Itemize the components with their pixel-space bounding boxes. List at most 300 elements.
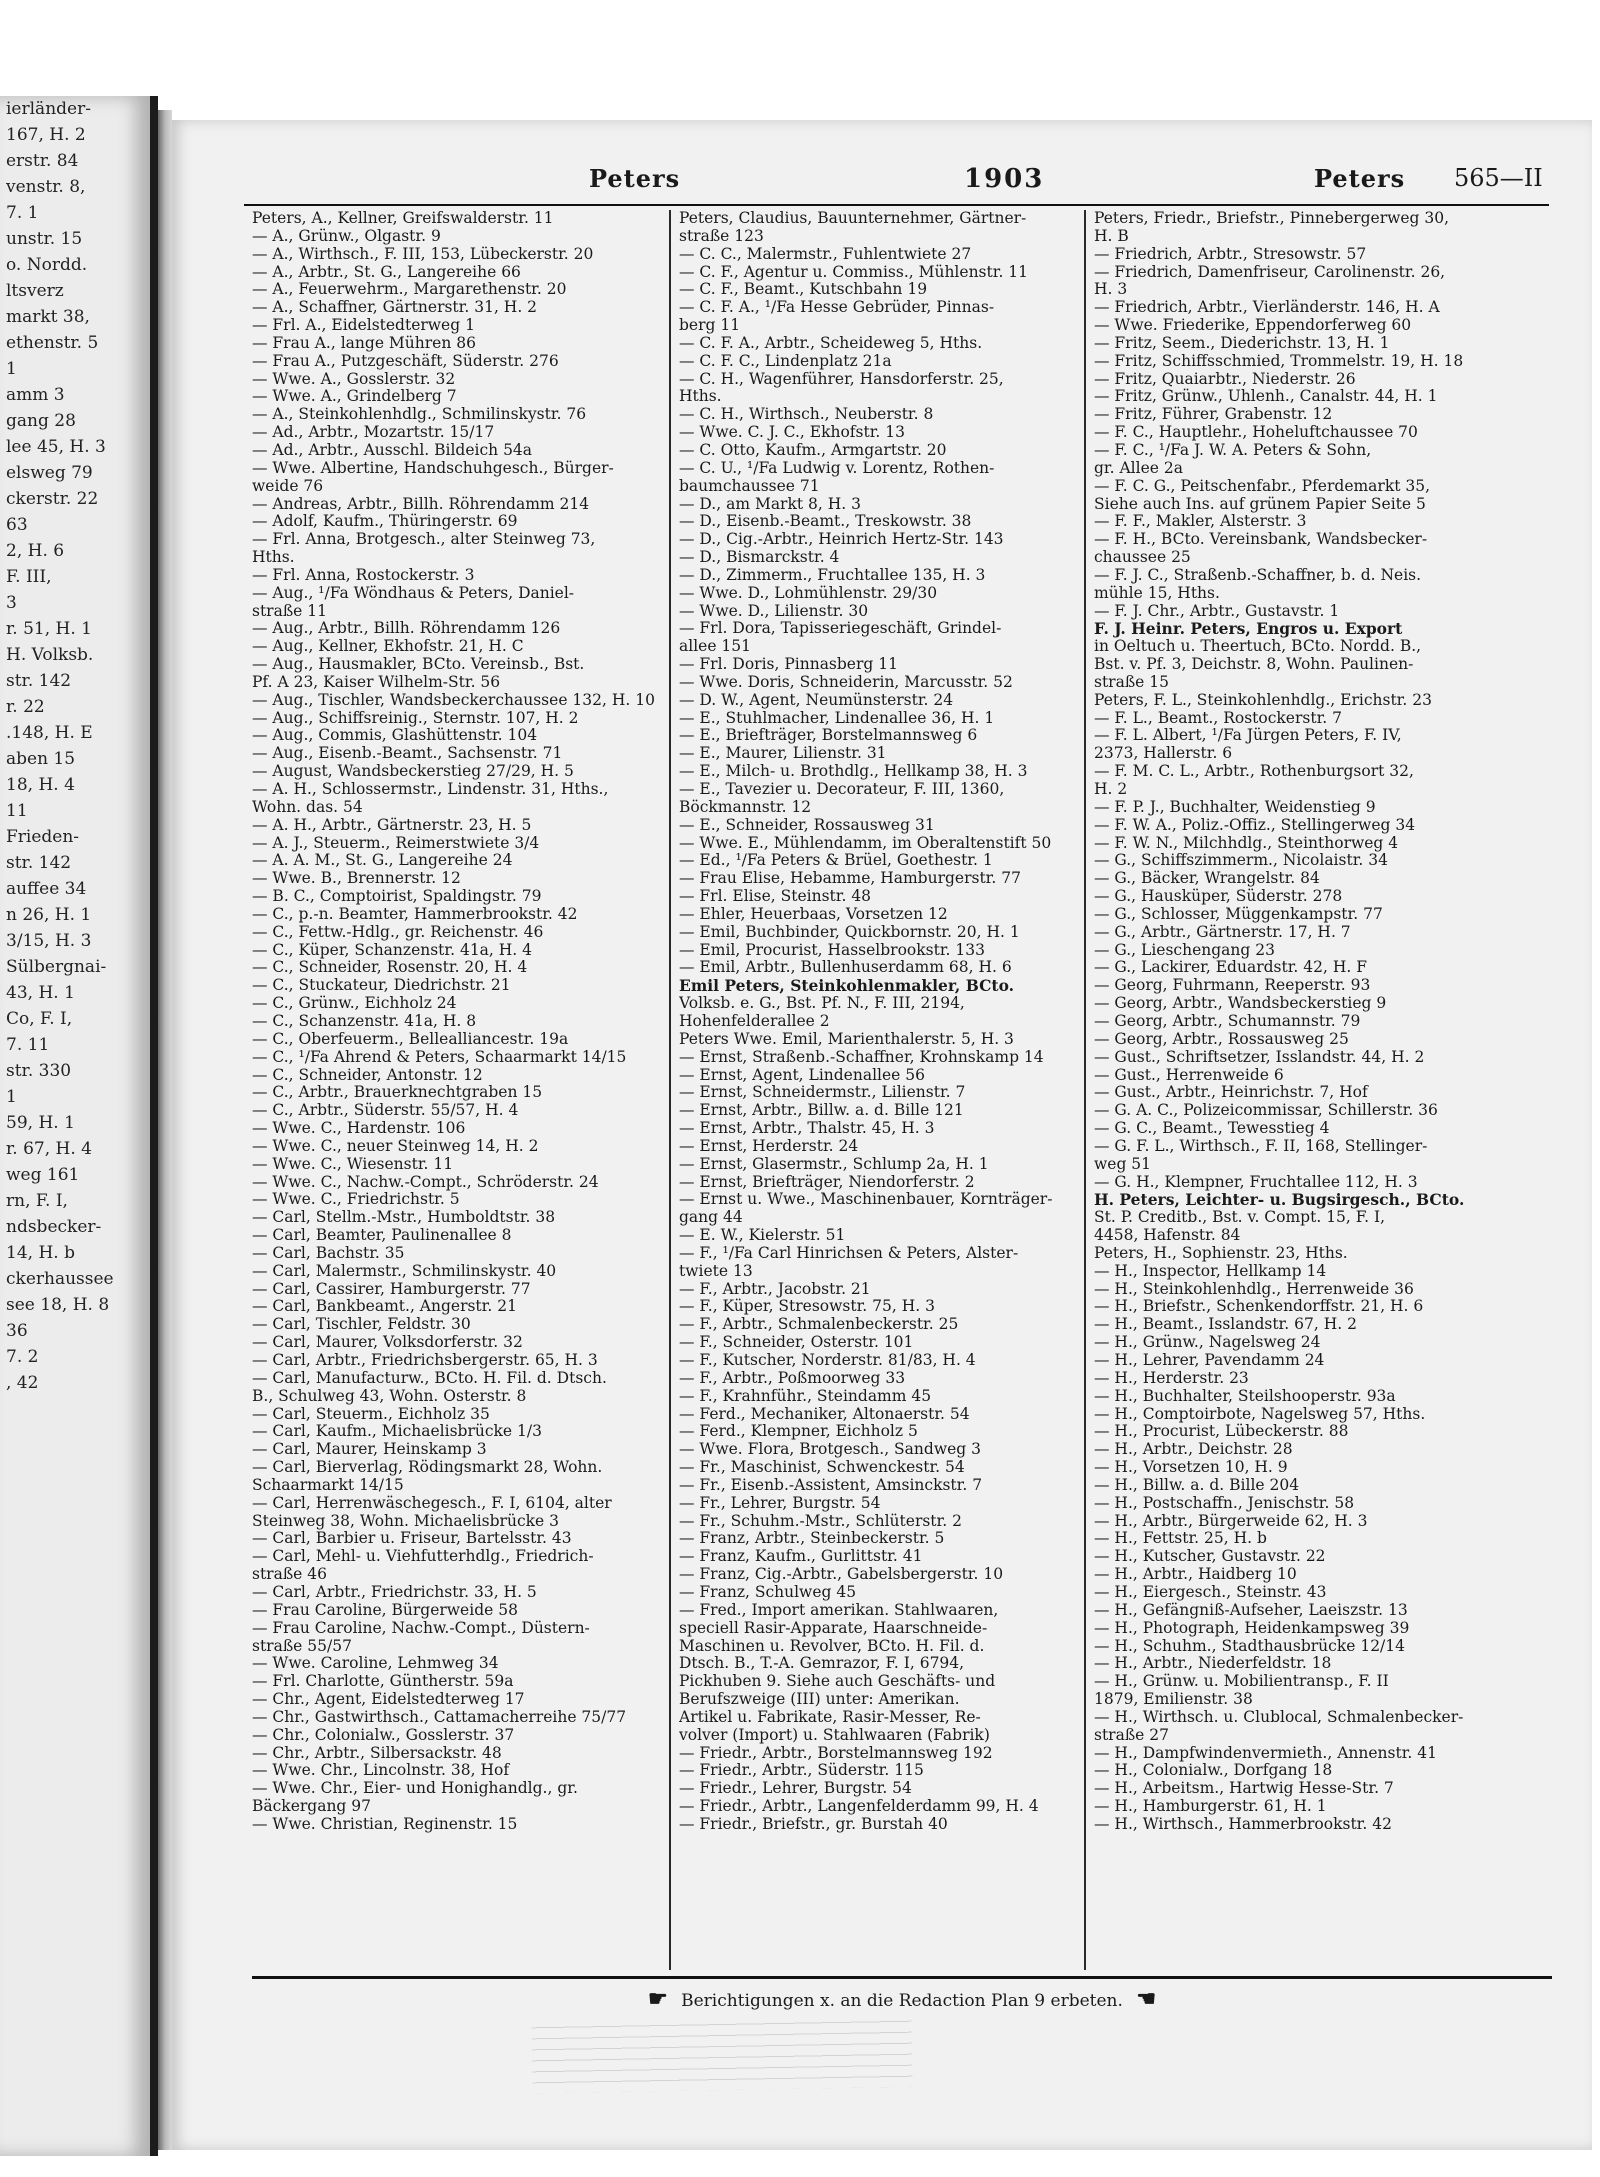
directory-entry: — E., Maurer, Lilienstr. 31 [679,745,887,763]
previous-page-line: str. 330 [6,1061,72,1081]
directory-entry: — G. C., Beamt., Tewesstieg 4 [1094,1120,1330,1138]
directory-entry: — Wwe. Friederike, Eppendorferweg 60 [1094,317,1412,335]
directory-entry: — H., Arbtr., Bürgerweide 62, H. 3 [1094,1512,1368,1530]
directory-entry: — D. W., Agent, Neumünsterstr. 24 [679,691,954,709]
directory-entry: — C. F. C., Lindenplatz 21a [679,352,892,370]
directory-entry: — Carl, Kaufm., Michaelisbrücke 1/3 [252,1423,542,1441]
directory-entry: — D., Cig.-Arbtr., Heinrich Hertz-Str. 143 [679,531,1004,549]
directory-entry: — C. F. A., Arbtr., Scheideweg 5, Hths. [679,334,983,352]
directory-entry: — H., Schuhm., Stadthausbrücke 12/14 [1094,1637,1406,1655]
directory-entry: — E., Tavezier u. Decorateur, F. III, 1360, [679,781,1005,798]
directory-entry: — H., Arbtr., Haidberg 10 [1094,1566,1297,1584]
directory-entry: allee 151 [679,638,752,656]
directory-entry: — G., Schiffszimmerm., Nicolaistr. 34 [1094,852,1388,870]
directory-entry: — H., Arbeitsm., Hartwig Hesse-Str. 7 [1094,1780,1394,1798]
directory-entry: — F. C. G., Peitschenfabr., Pferdemarkt 35, [1094,477,1431,495]
directory-entry: — C., Stuckateur, Diedrichstr. 21 [252,977,511,995]
directory-entry: — C. F. A., ¹/Fa Hesse Gebrüder, Pinnas- [679,299,995,317]
directory-entry: — Frl. A., Eidelstedterweg 1 [252,317,475,335]
directory-entry: — Ernst u. Wwe., Maschinenbauer, Kornträger- [679,1191,1053,1209]
directory-entry: — F. C., ¹/Fa J. W. A. Peters & Sohn, [1094,441,1372,459]
directory-entry: — Carl, Maurer, Volksdorferstr. 32 [252,1334,523,1352]
directory-entry: — Ernst, Arbtr., Thalstr. 45, H. 3 [679,1120,935,1138]
directory-entry: — E., Milch- u. Brothdlg., Hellkamp 38, H. 3 [679,763,1028,781]
directory-entry: H. 3 [1094,281,1128,299]
header-right-keyword: Peters [1314,164,1406,193]
directory-entry: — F., Kutscher, Norderstr. 81/83, H. 4 [679,1352,976,1369]
directory-entry: — F. W. A., Poliz.-Offiz., Stellingerweg 34 [1094,816,1416,834]
directory-entry: — F., Küper, Stresowstr. 75, H. 3 [679,1298,935,1316]
directory-entry: — H., Dampfwindenvermieth., Annenstr. 41 [1094,1744,1437,1762]
book-spine [158,110,172,2150]
directory-entry: straße 123 [679,227,764,245]
directory-entry: — Georg, Fuhrmann, Reeperstr. 93 [1094,977,1371,995]
directory-entry: — F. M. C. L., Arbtr., Rothenburgsort 32, [1094,763,1414,781]
directory-entry: — Georg, Arbtr., Rossausweg 25 [1094,1030,1349,1048]
directory-entry: — Friedr., Briefstr., gr. Burstah 40 [679,1815,948,1833]
directory-entry: — Aug., Schiffsreinig., Sternstr. 107, H. 2 [252,709,579,727]
directory-entry: 2373, Hallerstr. 6 [1094,745,1233,763]
directory-entry: — Frau A., Putzgeschäft, Süderstr. 276 [252,352,559,370]
directory-entry: — Ernst, Agent, Lindenallee 56 [679,1066,925,1084]
directory-entry: Schaarmarkt 14/15 [252,1476,404,1494]
directory-entry: Artikel u. Fabrikate, Rasir-Messer, Re- [679,1708,981,1726]
previous-page-line: ckerhaussee [6,1269,114,1289]
previous-page-line: ndsbecker- [6,1217,102,1237]
previous-page-line: ethenstr. 5 [6,333,99,353]
directory-entry: — H., Grünw., Nagelsweg 24 [1094,1334,1321,1352]
directory-columns [252,210,1552,1970]
directory-entry: — F., ¹/Fa Carl Hinrichsen & Peters, Alster- [679,1244,1019,1262]
directory-entry: speciell Rasir-Apparate, Haarschneide- [679,1619,988,1637]
directory-entry: — F. H., BCto. Vereinsbank, Wandsbecker- [1094,531,1428,549]
previous-page-line: Frieden- [6,827,80,847]
directory-entry: — Chr., Colonialw., Gosslerstr. 37 [252,1726,515,1744]
directory-entry: — C., Küper, Schanzenstr. 41a, H. 4 [252,941,533,959]
previous-page-line: 18, H. 4 [6,775,75,795]
previous-page-line: 3 [6,593,17,613]
directory-entry: — H., Herderstr. 23 [1094,1369,1249,1387]
directory-entry: Hths. [252,549,295,567]
previous-page-line: F. III, [6,567,52,587]
directory-entry: — A., Schaffner, Gärtnerstr. 31, H. 2 [252,299,538,317]
directory-entry: — C., Schneider, Rosenstr. 20, H. 4 [252,959,528,977]
directory-entry: straße 27 [1094,1726,1170,1744]
directory-entry: — Fritz, Quaiarbtr., Niederstr. 26 [1094,370,1356,388]
directory-entry: — G., Hausküper, Süderstr. 278 [1094,888,1343,906]
directory-entry: — Wwe. Chr., Eier- und Honighandlg., gr. [252,1780,578,1798]
directory-entry: — D., Zimmerm., Fruchtallee 135, H. 3 [679,566,986,584]
directory-entry: — Fritz, Schiffsschmied, Trommelstr. 19, H. 18 [1094,352,1464,370]
directory-entry: — Frl. Charlotte, Güntherstr. 59a [252,1673,514,1691]
directory-entry: Berufszweige (III) unter: Amerikan. [679,1691,960,1709]
directory-entry: — C., Oberfeuerm., Bellealliancestr. 19a [252,1030,569,1048]
directory-entry: — F. W. N., Milchhdlg., Steinthorweg 4 [1094,834,1399,852]
directory-entry: — E., Stuhlmacher, Lindenallee 36, H. 1 [679,709,995,727]
faded-stamp [531,2017,912,2094]
directory-entry: — A. H., Arbtr., Gärtnerstr. 23, H. 5 [252,816,532,834]
directory-entry: — Wwe. C., Hardenstr. 106 [252,1120,466,1138]
directory-entry: — Friedr., Lehrer, Burgstr. 54 [679,1780,912,1798]
directory-entry: — Friedrich, Arbtr., Vierländerstr. 146, H. A [1094,299,1440,317]
directory-entry: — Gust., Schriftsetzer, Isslandstr. 44, H. 2 [1094,1048,1425,1066]
directory-entry: Pickhuben 9. Siehe auch Geschäfts- und [679,1673,996,1691]
directory-entry: — A. J., Steuerm., Reimerstwiete 3/4 [252,834,540,852]
directory-entry: — A., Wirthsch., F. III, 153, Lübeckerstr. 20 [252,245,594,263]
directory-entry: — Chr., Agent, Eidelstedterweg 17 [252,1691,525,1709]
directory-entry: Peters, A., Kellner, Greifswalderstr. 11 [252,210,554,227]
previous-page-line: 63 [6,515,28,535]
directory-entry: — Fritz, Grünw., Uhlenh., Canalstr. 44, H. 1 [1094,388,1438,406]
directory-entry: — Friedr., Arbtr., Langenfelderdamm 99, H. 4 [679,1798,1039,1816]
previous-page-line: r. 51, H. 1 [6,619,92,639]
directory-entry: — Carl, Stellm.-Mstr., Humboldtstr. 38 [252,1209,556,1227]
directory-entry: — Gust., Herrenweide 6 [1094,1066,1284,1084]
directory-entry: — H., Hamburgerstr. 61, H. 1 [1094,1798,1327,1816]
directory-entry: — H., Vorsetzen 10, H. 9 [1094,1459,1288,1477]
directory-entry: — C., Fettw.-Hdlg., gr. Reichenstr. 46 [252,923,544,941]
header-left-keyword: Peters [589,164,681,193]
directory-entry: — H., Wirthsch. u. Clublocal, Schmalenbecker- [1094,1708,1464,1726]
directory-entry: weg 51 [1094,1155,1152,1173]
directory-entry: St. P. Creditb., Bst. v. Compt. 15, F. I, [1094,1209,1386,1227]
directory-entry: Böckmannstr. 12 [679,798,812,816]
directory-entry: — Wwe. E., Mühlendamm, im Oberaltenstift 50 [679,834,1052,852]
directory-entry: Steinweg 38, Wohn. Michaelisbrücke 3 [252,1512,559,1530]
previous-page-line: erstr. 84 [6,151,79,171]
directory-entry: — Wwe. C., neuer Steinweg 14, H. 2 [252,1137,539,1155]
directory-entry: volver (Import) u. Stahlwaaren (Fabrik) [679,1726,990,1744]
directory-entry: F. J. Heinr. Peters, Engros u. Export [1094,620,1403,639]
directory-entry: — Ernst, Glasermstr., Schlump 2a, H. 1 [679,1155,989,1173]
previous-page-line: 36 [6,1321,28,1341]
directory-entry: — Aug., Kellner, Ekhofstr. 21, H. C [252,638,524,656]
directory-entry: — H., Wirthsch., Hammerbrookstr. 42 [1094,1815,1392,1833]
directory-entry: — C. H., Wagenführer, Hansdorferstr. 25, [679,370,1004,388]
previous-page-line: 59, H. 1 [6,1113,75,1133]
directory-entry: — Fritz, Seem., Diederichstr. 13, H. 1 [1094,334,1390,352]
directory-entry: — C. F., Beamt., Kutschbahn 19 [679,281,928,299]
directory-entry: — Carl, Bankbeamt., Angerstr. 21 [252,1298,517,1316]
previous-page-line: markt 38, [6,307,90,327]
directory-entry: — C. Otto, Kaufm., Armgartstr. 20 [679,441,947,459]
previous-page-line: aben 15 [6,749,76,769]
directory-entry: — F. C., Hauptlehr., Hoheluftchaussee 70 [1094,424,1418,442]
previous-page-line: 43, H. 1 [6,983,75,1003]
directory-entry: straße 55/57 [252,1637,352,1655]
directory-entry: — C. C., Malermstr., Fuhlentwiete 27 [679,245,972,263]
directory-entry: — H., Lehrer, Pavendamm 24 [1094,1352,1325,1369]
directory-entry: — C., Arbtr., Süderstr. 55/57, H. 4 [252,1102,519,1120]
directory-entry: — C. F., Agentur u. Commiss., Mühlenstr. 11 [679,263,1029,281]
directory-entry: Peters, Friedr., Briefstr., Pinnebergerweg 30, [1094,210,1450,227]
directory-entry: weide 76 [252,477,324,495]
directory-entry: — Aug., Eisenb.-Beamt., Sachsenstr. 71 [252,745,563,763]
directory-entry: — Franz, Cig.-Arbtr., Gabelsbergerstr. 10 [679,1566,1004,1584]
previous-page-line: 3/15, H. 3 [6,931,92,951]
directory-entry: — H., Briefstr., Schenkendorffstr. 21, H. 6 [1094,1298,1424,1316]
previous-page-line: str. 142 [6,853,72,873]
header-rule [244,204,1549,206]
directory-entry: — Wwe. A., Gosslerstr. 32 [252,370,456,388]
directory-entry: — Carl, Barbier u. Friseur, Bartelsstr. 43 [252,1530,572,1548]
directory-entry: — C., p.-n. Beamter, Hammerbrookstr. 42 [252,905,578,923]
previous-page-line: 14, H. b [6,1243,75,1263]
column-2 [669,210,1081,1970]
column-1 [252,210,662,1970]
directory-entry: Peters, H., Sophienstr. 23, Hths. [1094,1244,1348,1262]
directory-entry: — Ferd., Klempner, Eichholz 5 [679,1423,918,1441]
directory-entry: — D., Bismarckstr. 4 [679,549,840,567]
directory-entry: — F., Arbtr., Poßmoorweg 33 [679,1369,906,1387]
directory-entry: — F. F., Makler, Alsterstr. 3 [1094,513,1307,531]
directory-entry: Siehe auch Ins. auf grünem Papier Seite 5 [1094,495,1426,513]
directory-entry: — F., Schneider, Osterstr. 101 [679,1334,914,1352]
directory-entry: — Carl, Malermstr., Schmilinskystr. 40 [252,1262,557,1280]
directory-entry: — Wwe. Albertine, Handschuhgesch., Bürger- [252,459,614,477]
directory-entry: — Wwe. D., Lilienstr. 30 [679,602,869,620]
directory-entry: — Friedr., Arbtr., Borstelmannsweg 192 [679,1744,993,1762]
previous-page-line: H. Volksb. [6,645,94,665]
directory-entry: — Carl, Bierverlag, Rödingsmarkt 28, Wohn. [252,1459,603,1477]
directory-entry: — Friedr., Arbtr., Süderstr. 115 [679,1762,924,1780]
directory-entry: — Friedrich, Damenfriseur, Carolinenstr. 26, [1094,263,1446,281]
directory-entry: — E., Schneider, Rossausweg 31 [679,816,935,834]
directory-entry: — Wwe. C., Wiesenstr. 11 [252,1155,454,1173]
directory-entry: — Carl, Steuerm., Eichholz 35 [252,1405,490,1423]
directory-entry: — Emil, Procurist, Hasselbrookstr. 133 [679,941,985,959]
directory-entry: — H., Gefängniß-Aufseher, Laeiszstr. 13 [1094,1601,1408,1619]
page-footer [252,1986,1552,2012]
previous-page-line: o. Nordd. [6,255,88,275]
directory-entry: — Ernst, Schneidermstr., Lilienstr. 7 [679,1084,966,1102]
directory-entry: — G. A. C., Polizeicommissar, Schillerstr. 36 [1094,1102,1438,1120]
directory-entry: — Ed., ¹/Fa Peters & Brüel, Goethestr. 1 [679,852,993,870]
directory-entry: 1879, Emilienstr. 38 [1094,1691,1253,1709]
directory-entry: — Friedrich, Arbtr., Stresowstr. 57 [1094,245,1367,263]
directory-entry: — Ernst, Straßenb.-Schaffner, Krohnskamp 14 [679,1048,1044,1066]
directory-entry: — C., Grünw., Eichholz 24 [252,995,457,1013]
directory-entry: — C. U., ¹/Fa Ludwig v. Lorentz, Rothen- [679,459,995,477]
previous-page-line: unstr. 15 [6,229,83,249]
directory-page [172,120,1592,2150]
directory-entry: — E. W., Kielerstr. 51 [679,1227,846,1245]
directory-entry: straße 11 [252,602,328,620]
directory-entry: Volksb. e. G., Bst. Pf. N., F. III, 2194, [679,995,965,1013]
previous-page-line: elsweg 79 [6,463,93,483]
previous-page-line: ierländer- [6,99,91,119]
directory-entry: — G., Bäcker, Wrangelstr. 84 [1094,870,1320,888]
directory-entry: — August, Wandsbeckerstieg 27/29, H. 5 [252,763,574,781]
directory-entry: — Georg, Arbtr., Schumannstr. 79 [1094,1012,1361,1030]
directory-entry: — A., Arbtr., St. G., Langereihe 66 [252,263,521,281]
directory-entry: — F. P. J., Buchhalter, Weidenstieg 9 [1094,798,1376,816]
directory-entry: — Wwe. Christian, Reginenstr. 15 [252,1815,518,1833]
previous-page-line: 2, H. 6 [6,541,65,561]
directory-entry: — H., Kutscher, Gustavstr. 22 [1094,1548,1326,1566]
directory-entry: Hths. [679,388,722,406]
directory-entry: baumchaussee 71 [679,477,820,495]
directory-entry: berg 11 [679,317,741,335]
directory-entry: — Ernst, Arbtr., Billw. a. d. Bille 121 [679,1102,964,1120]
directory-entry: — Gust., Arbtr., Heinrichstr. 7, Hof [1094,1084,1368,1102]
footer-rule [252,1976,1552,1979]
directory-entry: — Fr., Eisenb.-Assistent, Amsinckstr. 7 [679,1476,983,1494]
directory-entry: — Georg, Arbtr., Wandsbeckerstieg 9 [1094,995,1387,1013]
previous-page-line: .148, H. E [6,723,93,743]
directory-entry: — C., ¹/Fa Ahrend & Peters, Schaarmarkt 14/15 [252,1048,627,1066]
directory-entry: — H., Photograph, Heidenkampsweg 39 [1094,1619,1410,1637]
directory-entry: — G. F. L., Wirthsch., F. II, 168, Stellinger- [1094,1137,1428,1155]
directory-entry: — F., Krahnführ., Steindamm 45 [679,1387,932,1405]
page-number: 565—II [1454,164,1543,192]
directory-entry: 4458, Hafenstr. 84 [1094,1227,1241,1245]
directory-entry: — H., Buchhalter, Steilshooperstr. 93a [1094,1387,1396,1405]
directory-entry: — C., Schneider, Antonstr. 12 [252,1066,483,1084]
directory-entry: Pf. A 23, Kaiser Wilhelm-Str. 56 [252,673,501,691]
directory-entry: — F., Arbtr., Jacobstr. 21 [679,1280,871,1298]
directory-entry: — Aug., Hausmakler, BCto. Vereinsb., Bst. [252,656,585,674]
directory-entry: — A. A. M., St. G., Langereihe 24 [252,852,513,870]
previous-page-line: 1 [6,359,17,379]
directory-entry: H. Peters, Leichter- u. Bugsirgesch., BCto. [1094,1191,1465,1210]
previous-page-line: 167, H. 2 [6,125,86,145]
directory-entry: — H., Colonialw., Dorfgang 18 [1094,1762,1333,1780]
directory-entry: — Ad., Arbtr., Mozartstr. 15/17 [252,424,495,442]
previous-page-line: weg 161 [6,1165,80,1185]
previous-page-line: ltsverz [6,281,64,301]
directory-entry: — Chr., Arbtr., Silbersackstr. 48 [252,1744,502,1762]
directory-entry: — Wwe. Flora, Brotgesch., Sandweg 3 [679,1441,981,1459]
previous-page-line: str. 142 [6,671,72,691]
directory-entry: — H., Eiergesch., Steinstr. 43 [1094,1583,1327,1601]
directory-entry: — G. H., Klempner, Fruchtallee 112, H. 3 [1094,1173,1418,1191]
previous-page-line: rn, F. I, [6,1191,68,1211]
directory-entry: — Franz, Arbtr., Steinbeckerstr. 5 [679,1530,945,1548]
directory-entry: — Andreas, Arbtr., Billh. Röhrendamm 214 [252,495,590,513]
directory-entry: — Wwe. B., Brennerstr. 12 [252,870,461,888]
directory-entry: — Carl, Manufacturw., BCto. H. Fil. d. Dtsch. [252,1369,607,1387]
directory-entry: — F. J. C., Straßenb.-Schaffner, b. d. Neis. [1094,566,1422,584]
directory-entry: — G., Schlosser, Müggenkampstr. 77 [1094,905,1383,923]
directory-entry: — Carl, Herrenwäschegesch., F. I, 6104, alter [252,1494,612,1512]
previous-page-line: n 26, H. 1 [6,905,92,925]
pointing-hand-left-icon: ☚ [1136,1986,1157,2012]
previous-page-line: Sülbergnai- [6,957,107,977]
directory-entry: — Frau A., lange Mühren 86 [252,334,476,352]
directory-entry: H. B [1094,227,1129,245]
previous-page-line: , 42 [6,1373,39,1393]
directory-entry: — Fr., Maschinist, Schwenckestr. 54 [679,1459,965,1477]
directory-entry: — H., Fettstr. 25, H. b [1094,1530,1267,1548]
directory-entry: Bst. v. Pf. 3, Deichstr. 8, Wohn. Paulinen- [1094,656,1414,674]
column-3 [1084,210,1554,1970]
directory-entry: gang 44 [679,1209,743,1227]
directory-entry: Maschinen u. Revolver, BCto. H. Fil. d. [679,1637,985,1655]
directory-entry: — H., Arbtr., Niederfeldstr. 18 [1094,1655,1332,1673]
directory-entry: — A., Feuerwehrm., Margarethenstr. 20 [252,281,567,299]
directory-entry: — Wwe. A., Grindelberg 7 [252,388,457,406]
directory-entry: — Wwe. C., Nachw.-Compt., Schröderstr. 24 [252,1173,599,1191]
directory-entry: — Frl. Elise, Steinstr. 48 [679,888,872,906]
previous-page-line: lee 45, H. 3 [6,437,106,457]
directory-entry: — Ernst, Briefträger, Niendorferstr. 2 [679,1173,975,1191]
directory-entry: B., Schulweg 43, Wohn. Osterstr. 8 [252,1387,527,1405]
directory-entry: — Frl. Anna, Brotgesch., alter Steinweg 73, [252,531,596,549]
previous-page-line: 7. 2 [6,1347,39,1367]
directory-entry: — Carl, Arbtr., Friedrichsbergerstr. 65, H. 3 [252,1352,598,1369]
directory-entry: — Carl, Cassirer, Hamburgerstr. 77 [252,1280,531,1298]
directory-entry: — H., Grünw. u. Mobilientransp., F. II [1094,1673,1389,1691]
directory-entry: — Aug., Commis, Glashüttenstr. 104 [252,727,538,745]
directory-entry: — C., Schanzenstr. 41a, H. 8 [252,1012,477,1030]
directory-entry: — G., Lieschengang 23 [1094,941,1275,959]
directory-entry: straße 46 [252,1566,328,1584]
directory-entry: — Wwe. C., Friedrichstr. 5 [252,1191,460,1209]
directory-entry: — Carl, Mehl- u. Viehfutterhdlg., Friedrich- [252,1548,594,1566]
previous-page-line: ckerstr. 22 [6,489,99,509]
directory-entry: straße 15 [1094,673,1170,691]
directory-entry: Peters, Claudius, Bauunternehmer, Gärtner- [679,210,1027,227]
directory-entry: — H., Arbtr., Deichstr. 28 [1094,1441,1293,1459]
previous-page-line: 7. 1 [6,203,39,223]
directory-entry: — Fr., Schuhm.-Mstr., Schlüterstr. 2 [679,1512,962,1530]
directory-entry: — Fred., Import amerikan. Stahlwaaren, [679,1601,999,1619]
directory-entry: — Ehler, Heuerbaas, Vorsetzen 12 [679,905,948,923]
page-header [244,164,1544,204]
directory-entry: — Fritz, Führer, Grabenstr. 12 [1094,406,1333,424]
directory-entry: Peters Wwe. Emil, Marienthalerstr. 5, H. 3 [679,1030,1014,1048]
directory-entry: — C. H., Wirthsch., Neuberstr. 8 [679,406,934,424]
directory-entry: — Chr., Gastwirthsch., Cattamacherreihe 75/77 [252,1708,627,1726]
directory-entry: mühle 15, Hths. [1094,584,1220,602]
previous-page-line: 1 [6,1087,17,1107]
directory-entry: — A., Steinkohlenhdlg., Schmilinskystr. 76 [252,406,587,424]
directory-entry: — Frau Caroline, Nachw.-Compt., Düstern- [252,1619,590,1637]
directory-entry: — F., Arbtr., Schmalenbeckerstr. 25 [679,1316,959,1334]
directory-entry: — Wwe. D., Lohmühlenstr. 29/30 [679,584,938,602]
directory-entry: — F. L. Albert, ¹/Fa Jürgen Peters, F. IV, [1094,727,1402,745]
directory-entry: — E., Briefträger, Borstelmannsweg 6 [679,727,978,745]
directory-entry: — Wwe. Chr., Lincolnstr. 38, Hof [252,1762,510,1780]
directory-entry: gr. Allee 2a [1094,459,1183,477]
directory-entry: — H., Beamt., Isslandstr. 67, H. 2 [1094,1316,1357,1334]
directory-entry: — Carl, Tischler, Feldstr. 30 [252,1316,471,1334]
directory-entry: Dtsch. B., T.-A. Gemrazor, F. I, 6794, [679,1655,965,1673]
directory-entry: Wohn. das. 54 [252,798,363,816]
directory-entry: — Frau Elise, Hebamme, Hamburgerstr. 77 [679,870,1021,888]
directory-entry: — Franz, Schulweg 45 [679,1583,857,1601]
directory-entry: — Adolf, Kaufm., Thüringerstr. 69 [252,513,518,531]
directory-entry: — Carl, Maurer, Heinskamp 3 [252,1441,487,1459]
directory-entry: — Wwe. Doris, Schneiderin, Marcusstr. 52 [679,673,1013,691]
directory-entry: — F. L., Beamt., Rostockerstr. 7 [1094,709,1342,727]
directory-entry: — Franz, Kaufm., Gurlittstr. 41 [679,1548,923,1566]
directory-entry: — A. H., Schlossermstr., Lindenstr. 31, Hths., [252,781,609,798]
previous-page-line: Co, F. I, [6,1009,73,1029]
directory-entry: — H., Steinkohlenhdlg., Herrenweide 36 [1094,1280,1414,1298]
directory-entry: — G., Arbtr., Gärtnerstr. 17, H. 7 [1094,923,1351,941]
directory-entry: — Frau Caroline, Bürgerweide 58 [252,1601,518,1619]
directory-entry: — Ferd., Mechaniker, Altonaerstr. 54 [679,1405,970,1423]
previous-page-line: amm 3 [6,385,65,405]
directory-entry: — Carl, Arbtr., Friedrichstr. 33, H. 5 [252,1583,537,1601]
previous-page-line: r. 22 [6,697,45,717]
directory-entry: — F. J. Chr., Arbtr., Gustavstr. 1 [1094,602,1340,620]
previous-page-line: gang 28 [6,411,76,431]
directory-entry: twiete 13 [679,1262,753,1280]
directory-entry: — Aug., ¹/Fa Wöndhaus & Peters, Daniel- [252,584,575,602]
